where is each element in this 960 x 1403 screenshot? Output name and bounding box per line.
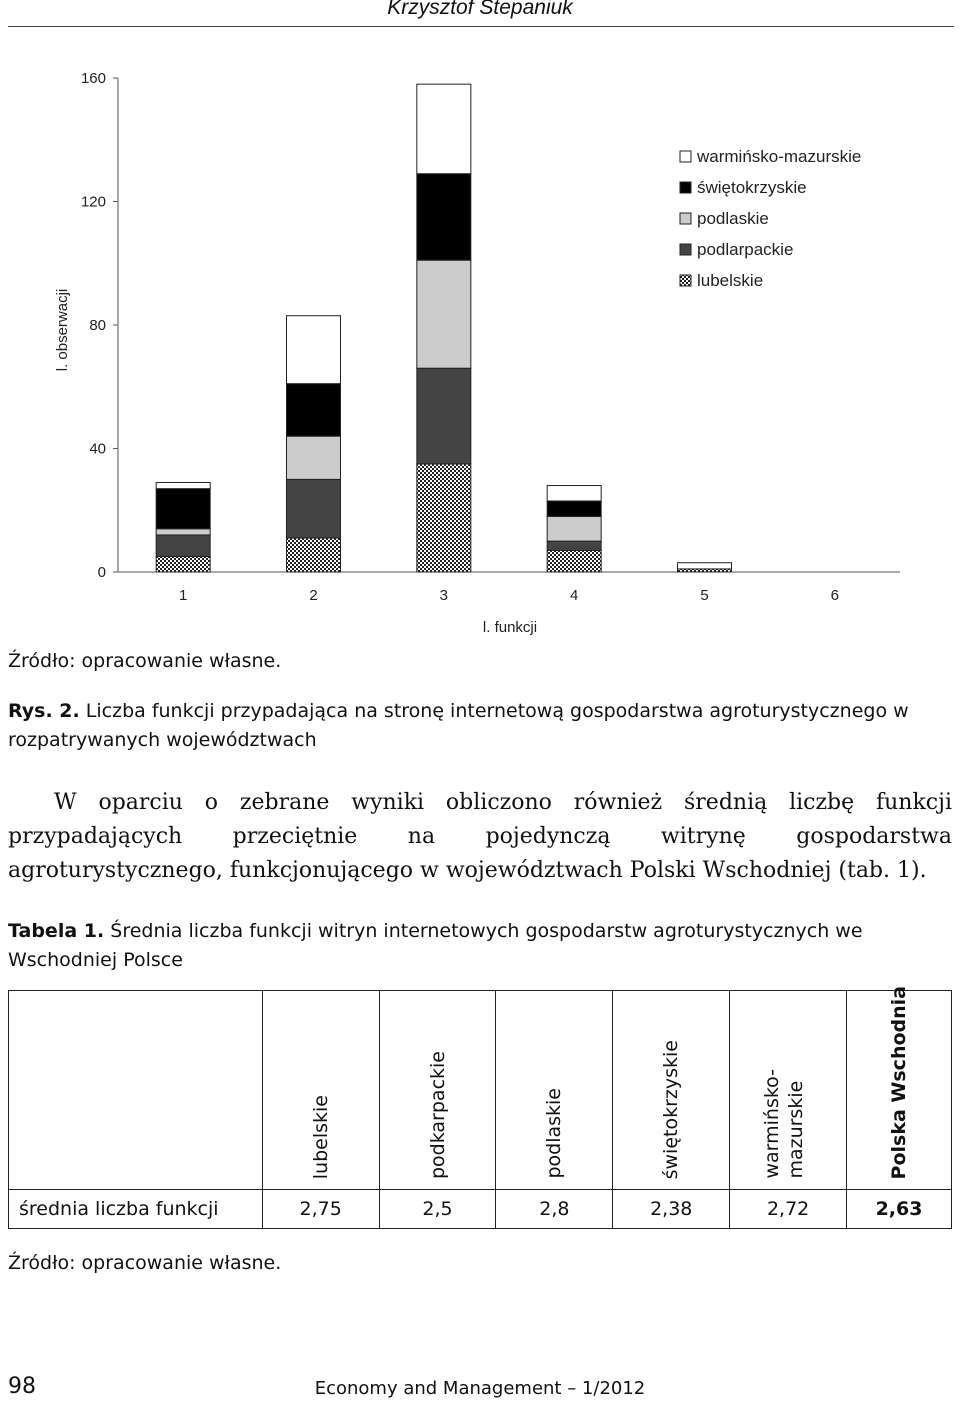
x-tick-label: 4 [569,587,579,604]
bar-segment [156,535,210,557]
legend-label: warmińsko-mazurskie [697,147,862,166]
table-header-row [9,991,952,1190]
journal-footer: Economy and Management – 1/2012 [314,1378,646,1399]
legend-label: świętokrzyskie [697,178,807,197]
figure-caption-text: Liczba funkcji przypadająca na stronę internetową gospodarstwa agroturystycznego w rozpatrywanych województwach [8,700,909,751]
bar-segment [547,550,601,572]
y-tick-label: 160 [80,70,106,87]
page-number: 98 [8,1374,36,1399]
bar-segment [156,482,210,488]
x-tick-label: 3 [439,587,449,604]
bar-segment [156,529,210,535]
x-tick-label: 5 [700,587,709,604]
x-tick-label: 1 [178,587,188,604]
x-axis-label: l. funkcji [482,619,538,636]
body-paragraph: W oparciu o zebrane wyniki obliczono również średnią liczbę funkcji przypadających przeciętnie na pojedynczą witrynę gospodarstwa agroturystycznego, funkcjonującego w województwach Polski Wschodniej (tab. 1). [8,790,952,883]
functions-table [8,985,952,1229]
table-caption-label: Tabela 1. [8,920,105,942]
figure-caption-label: Rys. 2. [8,700,80,722]
col-header-lubelskie: lubelskie [262,991,379,1190]
bar-segment [678,563,732,569]
legend-swatch [680,182,691,193]
cell-podkarpackie: 2,5 [379,1190,496,1229]
cell-podlaskie: 2,8 [496,1190,613,1229]
x-tick-label: 2 [309,587,318,604]
legend-swatch [680,151,691,162]
running-header-author: Krzysztof Stepaniuk [387,0,573,19]
table-caption [8,917,952,975]
bar-segment [287,316,341,384]
bar-segment [287,384,341,436]
x-tick-label: 6 [830,587,840,604]
table-row [9,1190,952,1229]
y-tick-label: 80 [89,317,106,334]
bar-segment [547,486,601,501]
col-header-warminsko-mazurskie: warmińsko- mazurskie [730,991,847,1190]
legend-swatch [680,275,691,286]
col-header-podlaskie: podlaskie [496,991,613,1190]
bar-segment [417,464,471,572]
y-tick-label: 0 [97,564,106,581]
bar-segment [156,489,210,529]
legend-swatch [680,244,691,255]
bar-segment [547,501,601,516]
bar-segment [417,368,471,464]
bar-segment [547,541,601,550]
bar-segment [417,260,471,368]
cell-swietokrzyskie: 2,38 [613,1190,730,1229]
bar-segment [156,557,210,572]
cell-warminsko-mazurskie: 2,72 [730,1190,847,1229]
legend-label: lubelskie [697,271,764,290]
col-header-swietokrzyskie: świętokrzyskie [613,991,730,1190]
stacked-bar-chart [0,40,960,640]
legend-label: podlaskie [697,209,769,228]
bar-segment [417,174,471,260]
bar-segment [287,538,341,572]
col-header-podkarpackie: podkarpackie [379,991,496,1190]
y-tick-label: 120 [80,193,106,211]
bar-segment [417,84,471,174]
cell-lubelskie: 2,75 [262,1190,379,1229]
header-rule [8,26,954,27]
y-tick-label: 40 [89,440,106,458]
bar-segment [287,436,341,479]
figure-source: Źródło: opracowanie własne. [8,650,282,672]
bar-segment [287,479,341,538]
legend-label: podlarpackie [697,240,794,259]
legend-swatch [680,213,691,224]
table-caption-text: Średnia liczba funkcji witryn internetowych gospodarstw agroturystycznych we Wschodniej Polsce [8,920,863,971]
y-axis-label: l. obserwacji [54,288,71,372]
cell-polska-wschodnia: 2,63 [847,1190,952,1229]
row-label: średnia liczba funkcji [9,1190,263,1229]
figure-caption [8,697,952,755]
bar-segment [547,516,601,541]
table-source: Źródło: opracowanie własne. [8,1252,282,1274]
table-corner-cell [9,991,263,1190]
col-header-polska-wschodnia: Polska Wschodnia [847,991,952,1190]
